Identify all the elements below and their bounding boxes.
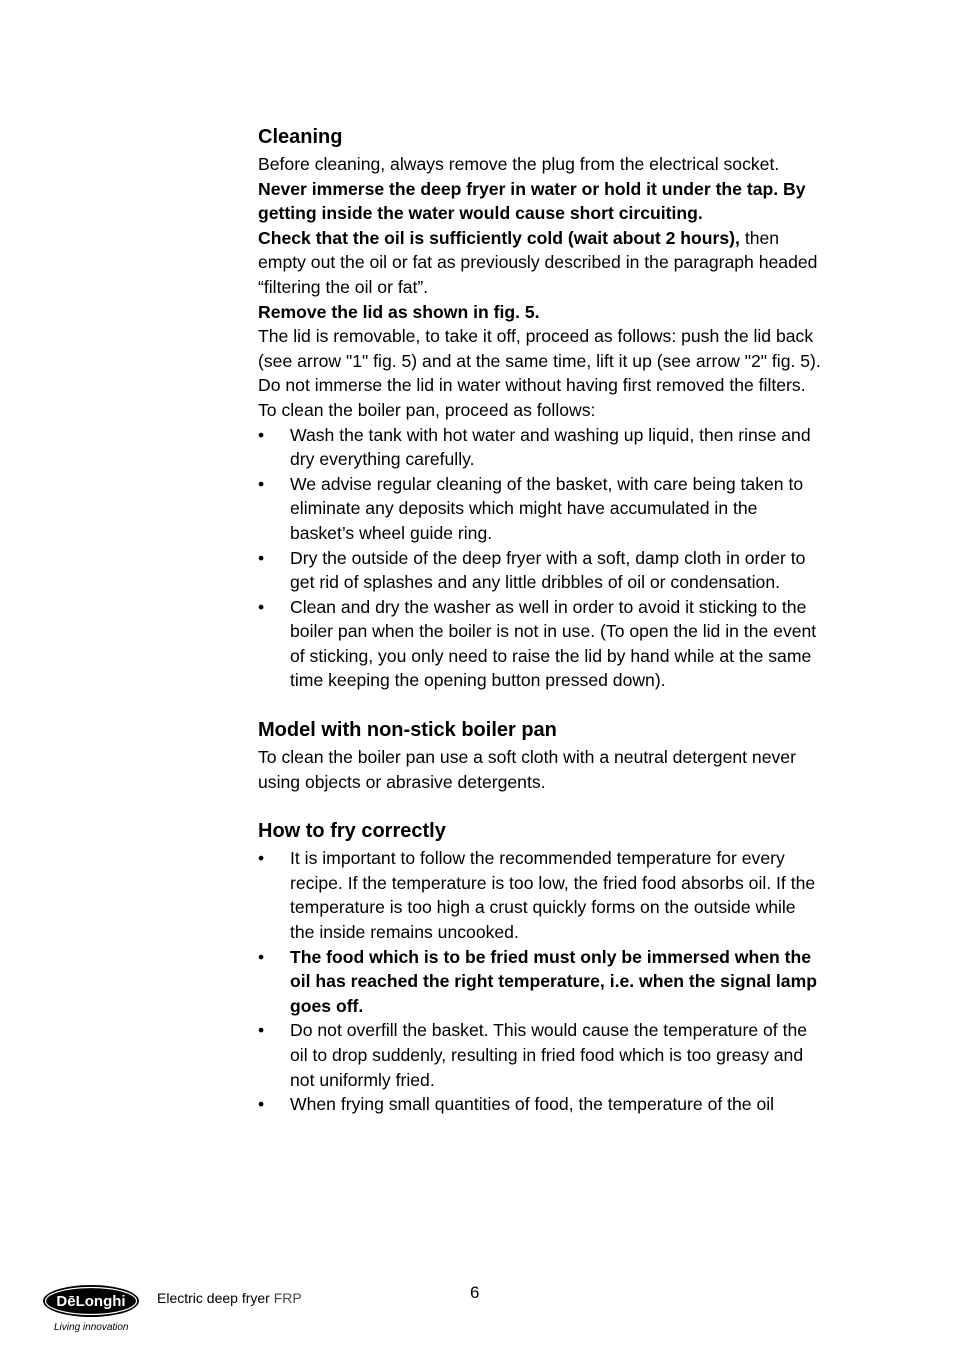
cleaning-unplug-text: Before cleaning, always remove the plug from the electrical socket. [258, 154, 780, 174]
delonghi-logo [42, 1284, 140, 1318]
list-item-text: Wash the tank with hot water and washing up liquid, then rinse and dry everything carefully. [290, 424, 811, 470]
boiler-pan-intro: To clean the boiler pan, proceed as follows: [258, 399, 596, 420]
bullet-mark: • [258, 1094, 265, 1115]
bullet-mark: • [258, 1020, 265, 1041]
brand-tagline: Living innovation [54, 1322, 129, 1333]
cleaning-heading: Cleaning [258, 126, 343, 148]
list-item-text: It is important to follow the recommended temperature for every recipe. If the temperature is too low, the fried food absorbs oil. If the temperature is too high a crust quickly forms on the outside while the inside remains uncooked. [290, 848, 816, 943]
bullet-mark: • [258, 848, 265, 869]
list-item-text: Dry the outside of the deep fryer with a soft, damp cloth in order to get rid of splashes and any little dribbles of oil or condensation. [290, 547, 806, 593]
page-number: 6 [470, 1283, 480, 1302]
list-item [258, 595, 824, 693]
list-item-text: Clean and dry the washer as well in order to avoid it sticking to the boiler pan when the boiler is not in use. (To open the lid in the event of sticking, you only need to raise the lid by hand while at the same time keeping the opening button pressed down). [290, 596, 817, 691]
doc-title-text: Electric deep fryer [157, 1290, 270, 1306]
list-item [258, 472, 824, 546]
oil-cold-bold: Check that the oil is sufficiently cold (wait about 2 hours), [258, 227, 740, 248]
list-item-text: The food which is to be fried must only be immersed when the oil has reached the right temperature, i.e. when the signal lamp goes off. [290, 946, 817, 1016]
fry-heading: How to fry correctly [258, 820, 446, 843]
footer-doc-title [157, 1290, 302, 1306]
cleaning-steps-list [258, 423, 824, 694]
list-item [258, 945, 824, 1019]
list-item-text: When frying small quantities of food, the temperature of the oil [290, 1094, 775, 1115]
nonstick-text: To clean the boiler pan use a soft cloth with a neutral detergent never using objects or abrasive detergents. [258, 747, 796, 792]
cleaning-oil-cold-text [258, 226, 824, 300]
manual-page-content [258, 124, 824, 1117]
bullet-mark: • [258, 946, 265, 967]
cleaning-warning-text: Never immerse the deep fryer in water or hold it under the tap. By getting inside the water would cause short circuiting. [258, 178, 806, 224]
list-item [258, 846, 824, 944]
remove-lid-text: Remove the lid as shown in fig. 5. [258, 301, 540, 322]
bullet-mark: • [258, 424, 265, 445]
lid-filters-text: Do not immerse the lid in water without having first removed the filters. [258, 375, 806, 396]
list-item [258, 1018, 824, 1092]
list-item [258, 546, 824, 595]
list-item [258, 423, 824, 472]
bullet-mark: • [258, 547, 265, 568]
list-item-text: We advise regular cleaning of the basket, with care being taken to eliminate any deposits which might have accumulated in the basket’s wheel guide ring. [290, 473, 804, 543]
bullet-mark: • [258, 473, 265, 494]
fry-tips-list [258, 846, 824, 1117]
lid-removal-text: The lid is removable, to take it off, proceed as follows: push the lid back (see arrow "1" fig. 5) and at the same time, lift it up (see arrow "2" fig. 5). [258, 326, 821, 371]
nonstick-heading: Model with non-stick boiler pan [258, 719, 557, 742]
oil-cold-rest: then empty out the oil or fat as previously described in the paragraph headed “filtering the oil or fat”. [258, 227, 818, 297]
bullet-mark: • [258, 596, 265, 617]
brand-logo-text: DēLonghi [56, 1293, 126, 1310]
list-item [258, 1092, 824, 1117]
list-item-text: Do not overfill the basket. This would cause the temperature of the oil to drop suddenly, resulting in fried food which is too greasy and not uniformly fried. [290, 1020, 808, 1090]
model-code: FRP [273, 1290, 302, 1306]
